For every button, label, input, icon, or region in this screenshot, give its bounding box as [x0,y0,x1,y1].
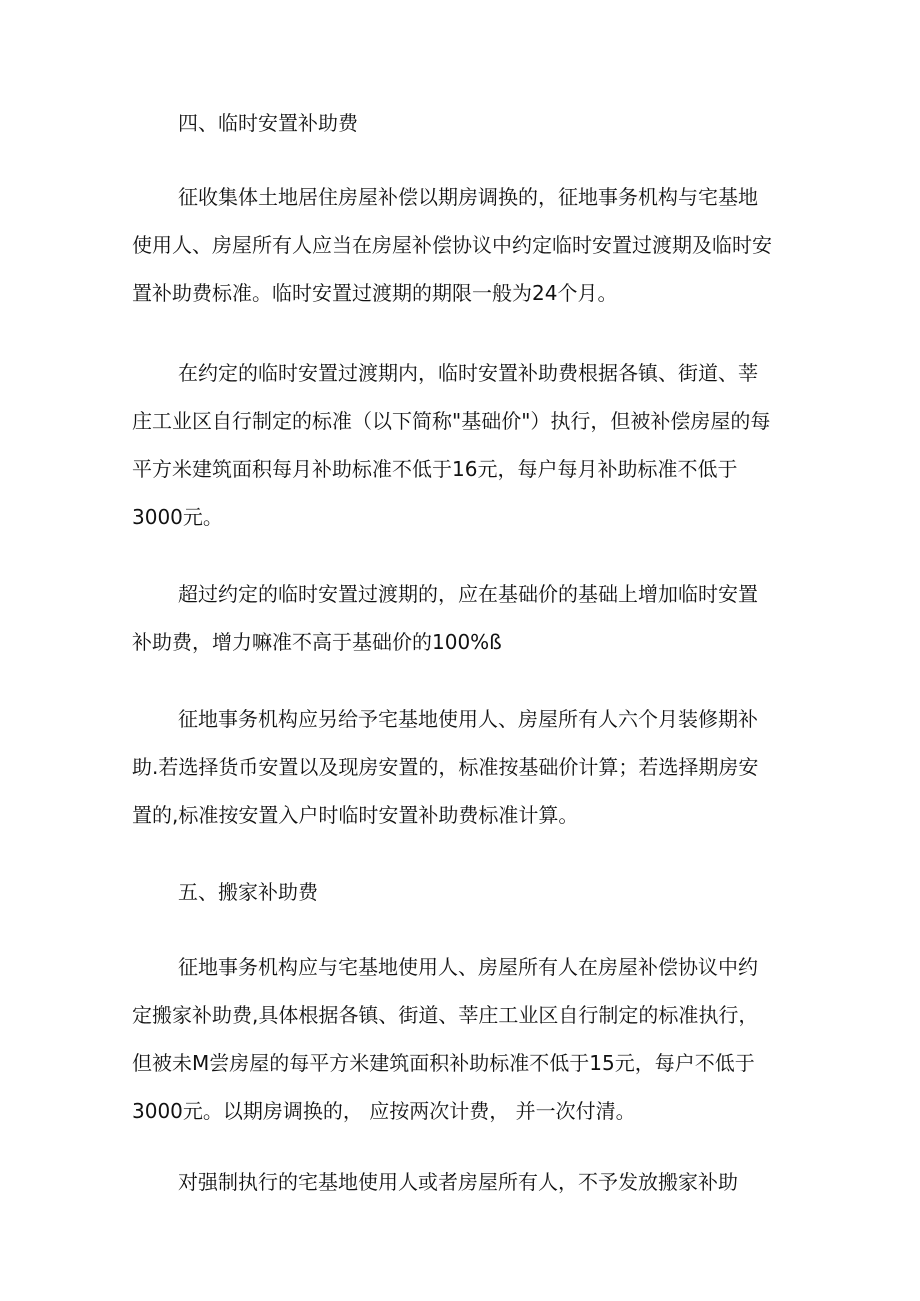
section-heading-5: 五、搬家补助费 [178,880,318,904]
text-line: 征地事务机构应另给予宅基地使用人、房屋所有人六个月装修期补 [178,707,758,731]
text-line: 在约定的临时安置过渡期内，临时安置补助费根据各镇、街道、莘 [178,361,758,385]
text-line: 使用人、房屋所有人应当在房屋补偿协议中约定临时安置过渡期及临时安 [132,233,772,257]
text-line: 3000元。以期房调换的， 应按两次计费， 并一次付清。 [132,1099,636,1123]
paragraph-moving-subsidy [132,943,782,1135]
text-line: 但被未M尝房屋的每平方米建筑面积补助标准不低于15元，每户不低于 [132,1051,755,1075]
paragraph-overdue-subsidy [132,570,782,666]
paragraph-renovation-subsidy [132,695,782,839]
text-line: 征收集体土地居住房屋补偿以期房调换的，征地事务机构与宅基地 [178,185,758,209]
section-heading-4: 四、临时安置补助费 [178,111,358,135]
paragraph-temporary-resettlement-period [132,173,782,317]
text-line: 补助费，增力嘛准不高于基础价的100%ß [132,630,502,654]
text-line: 置补助费标准。临时安置过渡期的期限一般为24个月。 [132,281,618,305]
text-line: 超过约定的临时安置过渡期的，应在基础价的基础上增加临时安置 [178,582,758,606]
text-line: 征地事务机构应与宅基地使用人、房屋所有人在房屋补偿协议中约 [178,955,758,979]
text-line: 平方米建筑面积每月补助标准不低于16元，每户每月补助标准不低于 [132,457,738,481]
paragraph-forced-execution [132,1158,782,1206]
text-line: 置的,标准按安置入户时临时安置补助费标准计算。 [132,803,579,827]
text-line: 庄工业区自行制定的标准（以下简称"基础价"）执行，但被补偿房屋的每 [132,409,771,433]
text-line: 3000元。 [132,505,223,529]
text-line: 对强制执行的宅基地使用人或者房屋所有人，不予发放搬家补助 [178,1170,738,1194]
text-line: 助.若选择货币安置以及现房安置的，标准按基础价计算；若选择期房安 [132,755,759,779]
paragraph-base-price-standard [132,349,782,541]
text-line: 定搬家补助费,具体根据各镇、街道、莘庄工业区自行制定的标准执行， [132,1003,759,1027]
